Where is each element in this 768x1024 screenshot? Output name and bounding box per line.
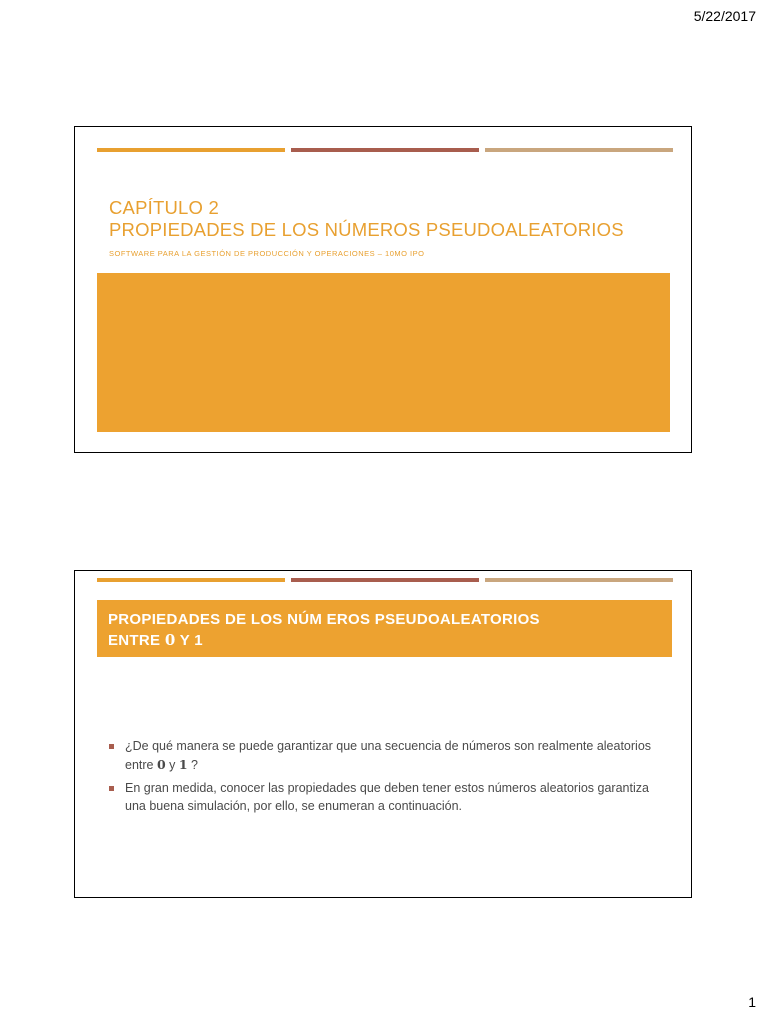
bullet-square-icon [109,786,114,791]
bullet-text: ¿De qué manera se puede garantizar que una secuencia de números son realmente aleatorios entre [125,739,652,772]
accent-bar-orange [97,578,285,582]
header-line-2 [108,630,661,651]
orange-panel [97,273,670,432]
slide-title [74,126,692,453]
header-y: Y [175,632,195,649]
bullet-square-icon [109,744,114,749]
bullet-list [109,738,669,821]
bullet-num-1: 1 [178,756,188,772]
bullet-item [109,780,669,815]
header-line-1: PROPIEDADES DE LOS NÚM EROS PSEUDOALEATORIOS [108,611,540,628]
accent-bar-tan [485,578,673,582]
bullet-item [109,738,669,774]
slide-properties [74,570,692,898]
bullet-text-end: ? [187,757,199,772]
slide-subtitle: SOFTWARE PARA LA GESTIÓN DE PRODUCCIÓN Y OPERACIONES – 10MO IPO [109,249,425,258]
accent-bar-tan [485,148,673,152]
slide-title-text [109,197,624,241]
page-number: 1 [748,994,756,1010]
bullet-num-0: 0 [156,756,166,772]
accent-bar-brown [291,578,479,582]
bullet-text-y: y [165,757,179,772]
accent-bar-orange [97,148,285,152]
accent-bar-brown [291,148,479,152]
header-num-0: 0 [164,631,176,649]
accent-bars [97,148,673,152]
header-num-1: 1 [194,632,203,649]
chapter-label: CAPÍTULO 2 [109,197,219,218]
bullet-text: En gran medida, conocer las propiedades que deben tener estos números aleatorios garantiza una buena simulación, por ello, se enumeran a continuación. [125,781,649,813]
accent-bars [97,578,673,582]
slide-header [97,600,672,657]
header-prefix: ENTRE [108,632,165,649]
chapter-title: PROPIEDADES DE LOS NÚMEROS PSEUDOALEATORIOS [109,219,624,240]
print-date: 5/22/2017 [693,8,756,24]
